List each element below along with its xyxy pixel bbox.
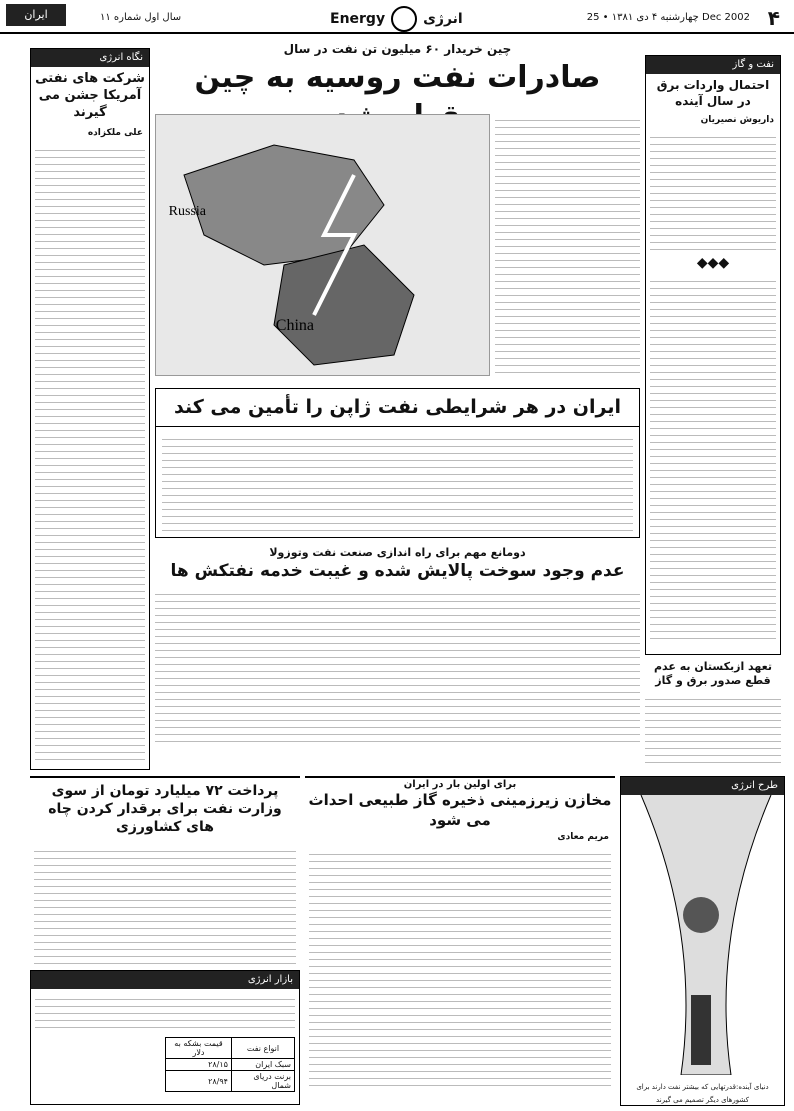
- venezuela-body: [155, 588, 640, 748]
- venezuela-kicker: دومانع مهم برای راه اندازی صنعت نفت وتوزولا: [269, 546, 526, 559]
- left-column-body: [35, 144, 145, 764]
- market-box: [30, 970, 300, 1105]
- map-label-russia: Russia: [168, 204, 206, 219]
- russia-china-map: [155, 114, 490, 376]
- market-tag: بازار انرژی: [31, 971, 299, 989]
- oil-type: سبک ایران: [231, 1059, 294, 1071]
- right-column-tag: نفت و گاز: [646, 56, 780, 74]
- gas-headline: مخازن زیرزمینی ذخیره گاز طبیعی احداث می شود: [308, 791, 612, 829]
- right-column-article: [645, 55, 781, 655]
- lead-kicker: چین خریدار ۶۰ میلیون تن نفت در سال: [283, 42, 512, 56]
- uzbek-article: [645, 660, 781, 770]
- iran-japan-body: [162, 433, 633, 533]
- china-shape: [274, 245, 414, 365]
- left-column-title: شرکت های نفتی آمریکا جشن می گیرند: [35, 71, 145, 120]
- date-fa: چهارشنبه ۴ دی ۱۳۸۱: [611, 12, 699, 23]
- price-header: قیمت بشکه به دلار: [166, 1038, 232, 1059]
- uzbek-title: تعهد ازبکستان به عدم قطع صدور برق و گاز: [653, 660, 772, 688]
- table-header-row: [166, 1038, 295, 1059]
- iran-japan-headline: ایران در هر شرایطی نفت ژاپن را تأمین می کند: [156, 389, 639, 427]
- oil-price: ۲۸/۹۴: [166, 1071, 232, 1092]
- market-body: [35, 993, 295, 1033]
- bullet-separator: ◆◆◆: [696, 255, 730, 272]
- page-number: ۴: [767, 6, 780, 30]
- cartoon-illustration: [621, 795, 784, 1075]
- left-column-author: علی ملکزاده: [87, 127, 143, 138]
- table-row: [166, 1071, 295, 1092]
- map-illustration: [155, 115, 489, 376]
- lead-headline: صادرات نفت روسیه به چین: [194, 59, 601, 95]
- issue-number: سال اول شماره ۱۱: [100, 12, 182, 23]
- figure-shape: [683, 897, 719, 933]
- gas-kicker: برای اولین بار در ایران: [403, 779, 517, 790]
- section-en: Energy: [330, 11, 386, 27]
- dateline: چهارشنبه ۴ دی ۱۳۸۱ • 25 Dec 2002: [586, 12, 750, 23]
- section-fa: انرژی: [423, 11, 463, 27]
- right-column-body-2: [650, 275, 776, 645]
- iran-japan-article: [155, 388, 640, 538]
- table-row: [166, 1059, 295, 1071]
- gas-storage-article: [305, 776, 615, 1106]
- farm-wells-article: [30, 776, 300, 966]
- gas-author: مریم معادی: [557, 832, 609, 842]
- globe-icon: [391, 6, 417, 32]
- top-header: [0, 0, 794, 34]
- oil-price-table: [165, 1037, 295, 1092]
- lead-body: [495, 114, 640, 376]
- left-column-tag: نگاه انرژی: [31, 49, 149, 67]
- date-en: 25 Dec 2002: [586, 12, 750, 23]
- cartoon-caption: دنیای آینده:قدرتهایی که بیشتر نفت دارند برای کشورهای دیگر تصمیم می گیرند: [636, 1083, 769, 1104]
- cartoon-box: [620, 776, 785, 1106]
- map-label-china: China: [275, 317, 314, 334]
- section-title: [330, 6, 463, 32]
- cartoon-tag: طرح انرژی: [621, 777, 784, 795]
- lead-story: [155, 42, 640, 382]
- oil-price: ۲۸/۱۵: [166, 1059, 232, 1071]
- right-column-title: احتمال واردات برق در سال آینده: [656, 78, 770, 108]
- gas-body: [309, 848, 611, 1088]
- uzbek-body: [645, 693, 781, 763]
- masthead-logo: ایران: [6, 4, 66, 26]
- oil-type: برنت دریای شمال: [231, 1071, 294, 1092]
- right-column-author: داریوش نصیریان: [700, 115, 774, 126]
- type-header: انواع نفت: [231, 1038, 294, 1059]
- left-column-article: [30, 48, 150, 770]
- venezuela-article: [155, 546, 640, 766]
- farm-body: [34, 845, 296, 965]
- right-column-body-1: [650, 131, 776, 251]
- venezuela-headline: عدم وجود سوخت پالایش شده و غیبت خدمه نفتکش ها: [170, 561, 625, 582]
- farm-headline: پرداخت ۷۲ میلیارد تومان از سوی وزارت نفت برای برقدار کردن چاه های کشاورزی: [48, 783, 282, 836]
- oil-derrick-shape: [691, 995, 711, 1065]
